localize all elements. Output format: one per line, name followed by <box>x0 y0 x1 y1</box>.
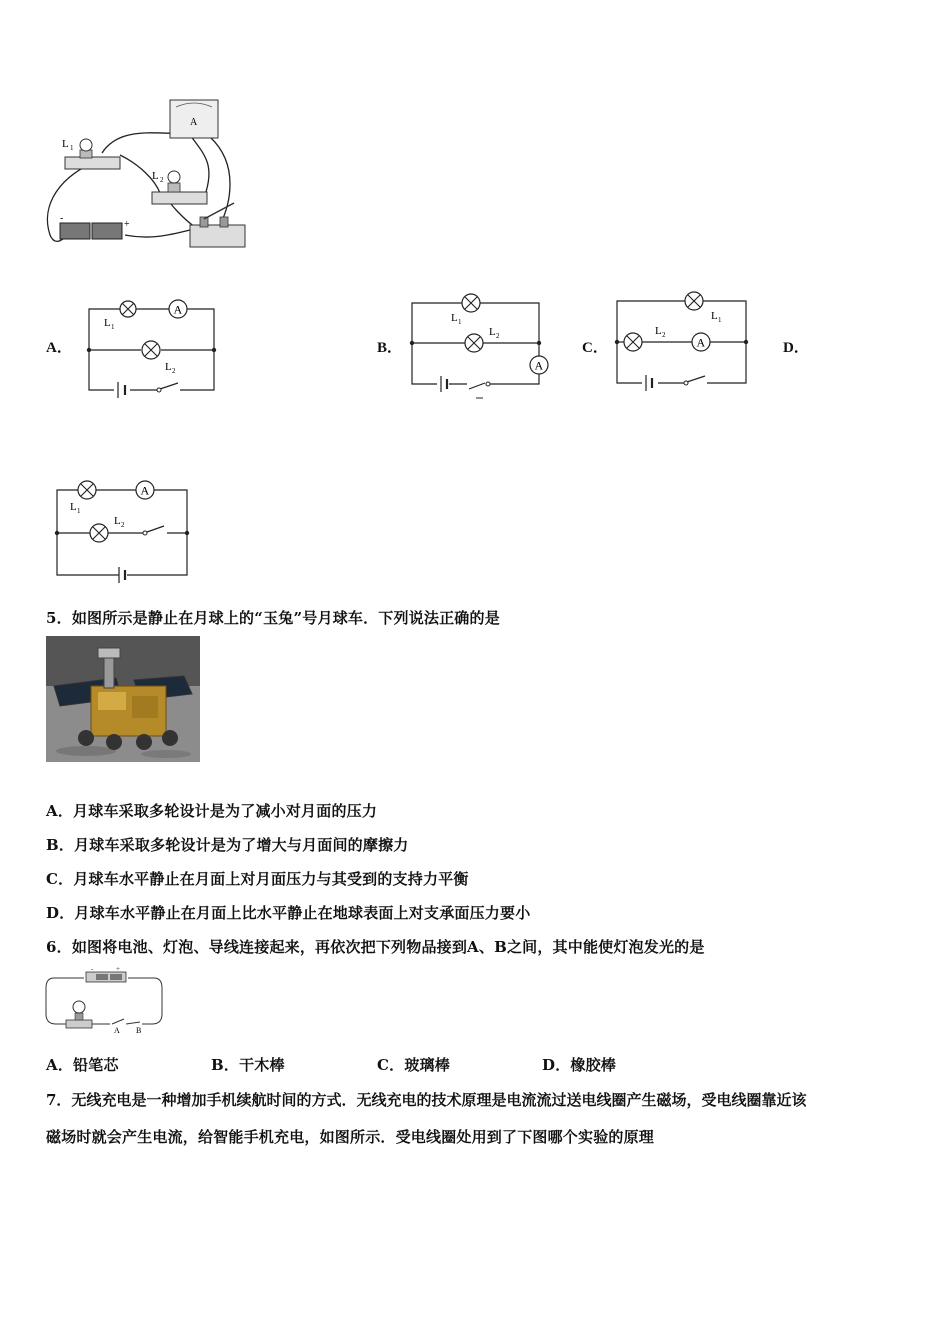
svg-text:2: 2 <box>496 332 500 340</box>
q4-a-lamp-l1 <box>120 301 136 317</box>
svg-text:1: 1 <box>458 318 462 326</box>
svg-text:1: 1 <box>718 316 722 324</box>
svg-text:1: 1 <box>111 323 115 331</box>
q4-b-ammeter <box>530 356 548 374</box>
svg-text:A: A <box>173 302 183 317</box>
q4-b-lamp-l1 <box>462 294 480 312</box>
q6-option-c[interactable]: C．玻璃棒 <box>377 1056 450 1074</box>
q4-c-ammeter <box>692 333 710 351</box>
svg-text:1: 1 <box>77 507 81 515</box>
q4-physical-circuit-figure <box>40 95 255 265</box>
q6-label-b: B <box>136 1026 142 1034</box>
q5-option-c[interactable]: C．月球车水平静止在月面上对月面压力与其受到的支持力平衡 <box>46 870 469 888</box>
q6-label-a: A <box>114 1026 120 1034</box>
svg-text:2: 2 <box>160 176 164 184</box>
q4-a-ammeter <box>169 300 187 318</box>
svg-text:1: 1 <box>70 144 74 152</box>
q5-option-a[interactable]: A．月球车采取多轮设计是为了减小对月面的压力 <box>46 802 378 820</box>
svg-text:A: A <box>696 335 706 350</box>
q4-option-a-circuit[interactable] <box>80 293 225 398</box>
svg-text:+: + <box>124 219 130 230</box>
q4-a-lamp-l2 <box>142 341 160 359</box>
svg-text:2: 2 <box>172 367 176 375</box>
svg-text:2: 2 <box>662 331 666 339</box>
svg-text:2: 2 <box>121 521 125 529</box>
q4-c-lamp-l2 <box>624 333 642 351</box>
q7-stem-line2: 磁场时就会产生电流，给智能手机充电，如图所示．受电线圈处用到了下图哪个实验的原理 <box>46 1128 655 1146</box>
q5-option-d[interactable]: D．月球车水平静止在月面上比水平静止在地球表面上对支承面压力要小 <box>46 904 531 922</box>
q6-option-b[interactable]: B．干木棒 <box>211 1056 285 1074</box>
q4-a-label-l2: L <box>165 361 172 373</box>
q4-photo-label-l2: L <box>152 170 159 182</box>
svg-text:-: - <box>91 965 94 973</box>
q5-lunar-rover-photo <box>46 636 200 762</box>
q4-d-label-l2: L <box>114 515 121 527</box>
q5-stem: 5．如图所示是静止在月球上的“玉兔”号月球车．下列说法正确的是 <box>46 609 500 627</box>
q4-option-c-circuit[interactable] <box>608 288 758 398</box>
svg-text:+: + <box>116 965 120 973</box>
lunar-rover-icon <box>46 636 200 762</box>
q4-option-b-circuit[interactable] <box>403 288 553 403</box>
q6-option-a[interactable]: A．铅笔芯 <box>46 1056 119 1074</box>
q4-b-label-l1: L <box>451 312 458 324</box>
svg-text:A: A <box>140 483 150 498</box>
q4-d-lamp-l1 <box>78 481 96 499</box>
q4-photo-label-l1: L <box>62 138 69 150</box>
q4-d-label-l1: L <box>70 501 77 513</box>
q4-c-label-l1: L <box>711 310 718 322</box>
q4-d-ammeter <box>136 481 154 499</box>
q4-c-label-l2: L <box>655 325 662 337</box>
q4-d-lamp-l2 <box>90 524 108 542</box>
svg-text:A: A <box>534 358 544 373</box>
q4-option-d-letter[interactable]: D． <box>783 340 809 356</box>
q4-option-d-circuit[interactable] <box>48 476 196 584</box>
q5-option-b[interactable]: B．月球车采取多轮设计是为了增大与月面间的摩擦力 <box>46 836 409 854</box>
q7-stem-line1: 7．无线充电是一种增加手机续航时间的方式．无线充电的技术原理是电流流过送电线圈产生磁场，受电线圈靠近该 <box>46 1091 807 1109</box>
q4-b-lamp-l2 <box>465 334 483 352</box>
q4-b-label-l2: L <box>489 326 496 338</box>
q4-photo-ammeter-label: A <box>190 117 198 128</box>
q4-c-lamp-l1 <box>685 292 703 310</box>
svg-text:-: - <box>60 213 64 224</box>
q6-option-d[interactable]: D．橡胶棒 <box>542 1056 617 1074</box>
q6-stem: 6．如图将电池、灯泡、导线连接起来，再依次把下列物品接到A、B之间，其中能使灯泡发光的是 <box>46 938 705 956</box>
q4-a-label-l1: L <box>104 317 111 329</box>
q4-option-c-letter[interactable]: C． <box>582 340 608 356</box>
q4-option-a-letter[interactable]: A． <box>46 340 72 356</box>
q6-circuit-figure <box>44 964 166 1034</box>
q4-option-b-letter[interactable]: B． <box>377 340 403 356</box>
